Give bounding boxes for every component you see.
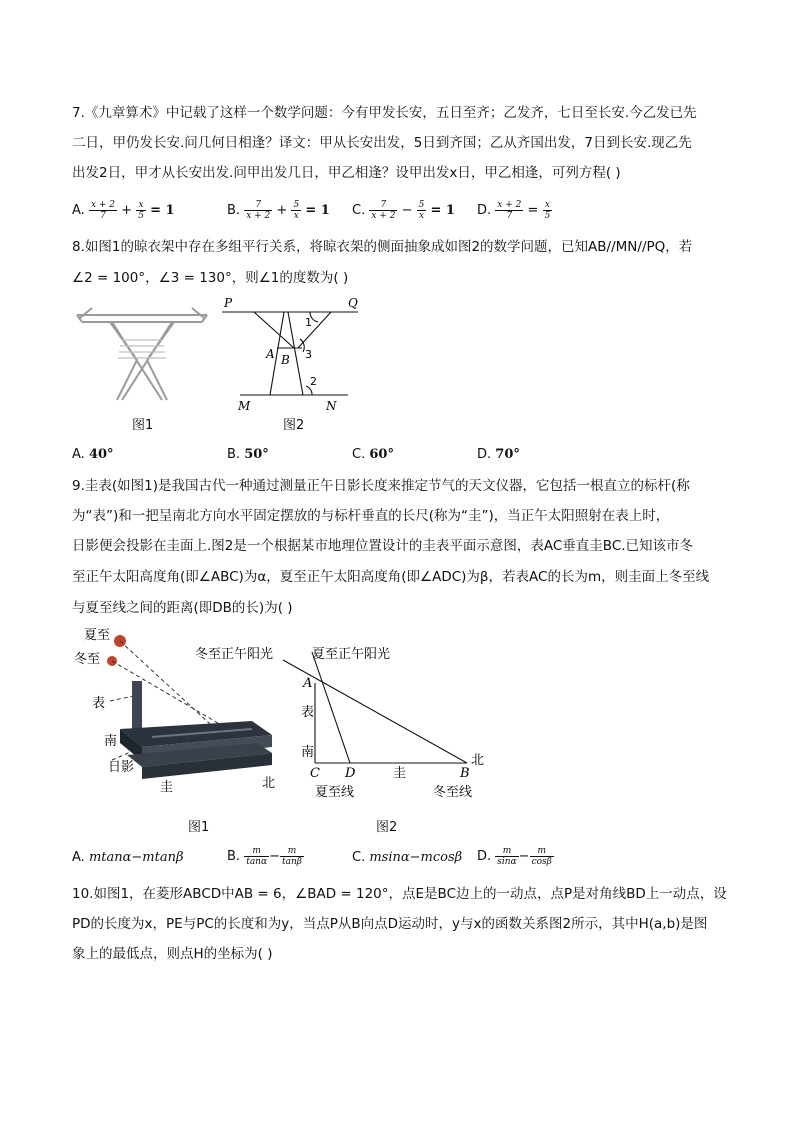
label-m: M	[238, 399, 251, 413]
label-b: B	[460, 766, 470, 781]
frac-den: x	[293, 211, 299, 221]
label-riying: 日影	[108, 760, 135, 775]
q10-line-2: PD的长度为x，PE与PC的长度和为y，当点P从B向点D运动时，y与x的函数关系图2所示，其中H(a,b)是图	[72, 916, 708, 932]
label-summer-light: 夏至正午阳光	[312, 647, 391, 662]
frac-num: m	[244, 846, 269, 857]
summer-ray	[312, 652, 350, 763]
label-b: B	[281, 353, 290, 367]
rack-top	[77, 315, 207, 322]
q9-line-5: 与夏至线之间的距离(即DB的长)为( )	[72, 600, 293, 616]
frac-den: tanα	[246, 857, 268, 867]
label-q: Q	[348, 296, 358, 310]
frac-num: 7	[244, 200, 272, 211]
q9-line-3: 日影便会投影在圭面上.图2是一个根据某市地理位置设计的圭表平面示意图，表AC垂直圭BC.已知该市冬	[72, 538, 694, 554]
q7-line-3: 出发2日，甲才从长安出发.问甲出发几日，甲乙相逢？设甲出发x日，甲乙相逢，可列方程( )	[72, 165, 621, 181]
q8-line-2: ∠2 = 100°，∠3 = 130°，则∠1的度数为( )	[72, 270, 349, 286]
q8-option-c[interactable]: C. 60°	[352, 447, 394, 462]
label-summer-line: 夏至线	[315, 785, 355, 800]
q9-line-1: 9.圭表(如图1)是我国古代一种通过测量正午日影长度来推定节气的天文仪器，它包括一根直立的标杆(称	[72, 478, 690, 494]
frac-num: m	[495, 846, 518, 857]
drying-rack-figure	[72, 300, 212, 410]
q9-option-c[interactable]: C. msinα−mcosβ	[352, 850, 463, 865]
frac-den: x + 2	[246, 211, 271, 221]
label-d: D	[345, 766, 356, 781]
q8-option-b[interactable]: B. 50°	[227, 447, 269, 462]
frac-num: x	[543, 200, 553, 211]
frac-den: sinα	[497, 857, 517, 867]
label-n: N	[326, 399, 337, 413]
frac-den: x	[418, 211, 425, 221]
q7-option-d[interactable]: D. $\frac{x + 2}{7}$ = $\frac{x}{5}$	[477, 200, 551, 221]
label-nan: 南	[104, 734, 118, 749]
frac-den: 7	[100, 211, 106, 221]
q7-option-b[interactable]: B. $\frac{7}{x + 2}$ + $\frac{5}{x}$ = 1	[227, 200, 330, 221]
q8-fig2-caption: 图2	[283, 418, 305, 433]
label-winter-line: 冬至线	[433, 785, 473, 800]
q7-option-c[interactable]: C. $\frac{7}{x + 2}$ − $\frac{5}{x}$ = 1	[352, 200, 455, 221]
q9-fig2-caption: 图2	[376, 820, 398, 835]
frac-den: 5	[544, 211, 551, 221]
frac-num: 5	[293, 200, 300, 210]
q10-line-1: 10.如图1，在菱形ABCD中AB = 6，∠BAD = 120°，点E是BC边上的一动点，点P是对角线BD上一动点，设	[72, 886, 727, 902]
label-summer: 夏至	[84, 628, 111, 643]
label-winter-light: 冬至正午阳光	[195, 647, 274, 662]
q7-line-1: 7.《九章算术》中记载了这样一个数学问题：今有甲发长安，五日至齐；乙发齐，七日至长安.今乙发已先	[72, 105, 697, 121]
q8-option-a[interactable]: A. 40°	[72, 447, 114, 462]
frac-num: x	[136, 200, 146, 211]
q10-line-3: 象上的最低点，则点H的坐标为( )	[72, 946, 273, 962]
angle-2: 2	[310, 375, 317, 388]
label-gui: 圭	[393, 766, 407, 781]
label-biao: 表	[92, 696, 106, 711]
label-biao: 表	[301, 705, 315, 720]
label-gui: 圭	[160, 780, 174, 795]
q9-line-2: 为“表”)和一把呈南北方向水平固定摆放的与标杆垂直的长尺(称为“圭”)，当正午太阳照射在表上时，	[72, 508, 670, 524]
q7-line-2: 二日，甲仍发长安.问几何日相逢？译文：甲从长安出发，5日到齐国；乙从齐国出发，7日到长安.现乙先	[72, 135, 692, 151]
q8-line-1: 8.如图1的晾衣架中存在多组平行关系，将晾衣架的侧面抽象成如图2的数学问题，已知AB//MN//PQ，若	[72, 239, 693, 255]
frac-num: 7	[369, 200, 397, 211]
frac-num: x + 2	[90, 200, 116, 210]
label-winter: 冬至	[74, 652, 101, 667]
q8-fig1-caption: 图1	[132, 418, 154, 433]
label-bei: 北	[471, 753, 485, 768]
frac-den: x + 2	[371, 211, 396, 221]
label-a: A	[266, 347, 275, 361]
q7-option-a[interactable]: A. $\frac{x + 2}{7}$ + $\frac{x}{5}$ = 1	[72, 200, 175, 221]
frac-den: cosβ	[531, 857, 552, 867]
label-c: C	[310, 766, 320, 781]
q9-option-a[interactable]: A. mtanα−mtanβ	[72, 850, 184, 865]
q9-option-d[interactable]: D. $\frac{m}{\sin\alpha}$ − $\frac{m}{\cos\beta}$	[477, 846, 552, 867]
frac-den: 7	[506, 211, 513, 221]
frac-num: 5	[418, 200, 425, 210]
frac-den: tanβ	[281, 857, 302, 867]
parallel-lines-figure	[220, 292, 370, 416]
label-bei: 北	[262, 776, 276, 791]
angle-1: 1	[305, 316, 312, 329]
frac-num: x + 2	[497, 200, 522, 210]
q9-line-4: 至正午太阳高度角(即∠ABC)为α，夏至正午太阳高度角(即∠ADC)为β，若表AC的长为m，则圭面上冬至线	[72, 569, 710, 585]
label-nan: 南	[301, 745, 315, 760]
guibiao-diagram	[195, 640, 505, 805]
label-p: P	[224, 296, 233, 310]
q9-option-b[interactable]: B. $\frac{m}{\tan\alpha}$ − $\frac{m}{\tan\beta}$	[227, 846, 302, 867]
frac-num: m	[280, 846, 304, 857]
label-a: A	[303, 676, 313, 691]
angle-3: 3	[305, 348, 312, 361]
q8-option-d[interactable]: D. 70°	[477, 447, 520, 462]
frac-den: 5	[138, 211, 144, 221]
frac-num: m	[530, 846, 554, 857]
q9-fig1-caption: 图1	[188, 820, 210, 835]
